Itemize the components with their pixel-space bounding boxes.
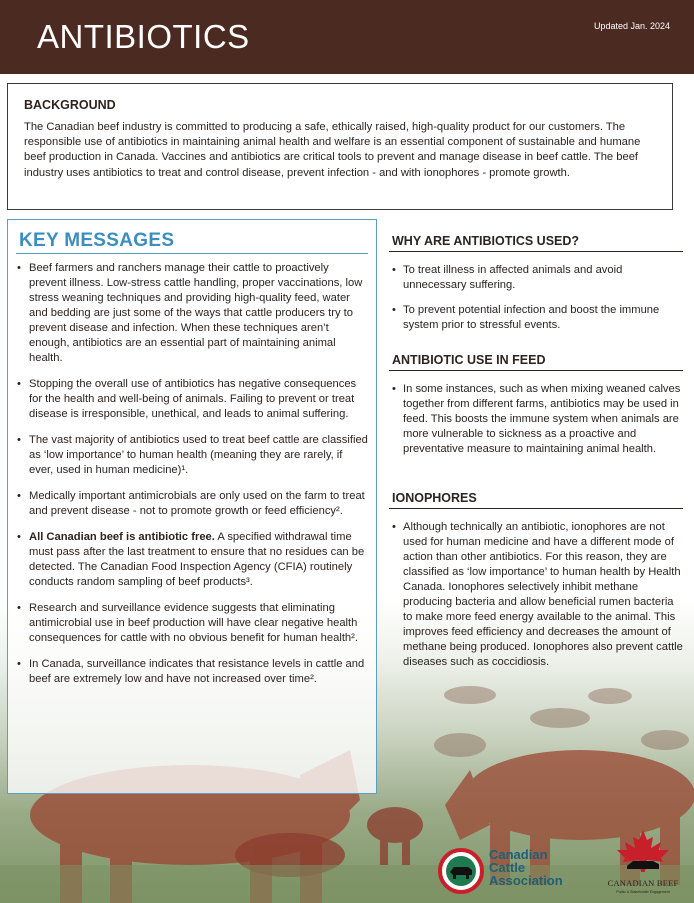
list-item: • Beef farmers and ranchers manage their cattle to proactively prevent illness. Low-stress cattle handling, proper vaccinations, low stress weaning techniques and providing high-quality feed, water and bedding are just some of the ways that cattle producers try to prevent disease and infection. When these techniques aren’t enough, antibiotics are an essential part of maintaining animal health. [16, 261, 368, 366]
feed-use-list [389, 382, 683, 457]
page-title: ANTIBIOTICS [37, 18, 250, 55]
background-text: The Canadian beef industry is committed to producing a safe, ethically raised, high-quality product for our customers. The responsible use of antibiotics in maintaining animal health and welfare is an essential component of sustainable and humane beef production in Canada. Vaccines and antibiotics are critical tools to prevent and manage disease in beef cattle. The beef industry uses antibiotics to treat and control disease, prevent infection - and with ionophores - promote growth. [24, 121, 641, 179]
key-messages-divider [16, 253, 368, 254]
list-item: • Although technically an antibiotic, ionophores are not used for human medicine and have a different mode of action than other antibiotics. For this reason, they are classified as ‘low importance’ to human health by Health Canada. Ionophores selectively inhibit methane producing bacteria and allow beneficial rumen bacteria to make more feed energy available to the animal. This improves feed efficiency and decreases the amount of methane being produced. Ionophores also prevent cattle diseases such as coccidiosis. [389, 520, 683, 670]
canadian-beef-tagline: Public & Stakeholder Engagement [616, 890, 670, 894]
key-messages-heading: KEY MESSAGES [19, 230, 175, 251]
key-messages-list [16, 261, 368, 698]
updated-date: Updated Jan. 2024 [593, 21, 670, 31]
feed-use-heading: ANTIBIOTIC USE IN FEED [389, 353, 683, 371]
list-item: • All Canadian beef is antibiotic free. A specified withdrawal time must pass after the last treatment to ensure that no residues can be detected. The Canadian Food Inspection Agency (CFIA) routinely conducts random sampling of beef products³. [16, 530, 368, 590]
list-item: • Medically important antimicrobials are only used on the farm to treat and prevent disease - not to promote growth or feed efficiency². [16, 489, 368, 519]
why-used-heading: WHY ARE ANTIBIOTICS USED? [389, 234, 683, 252]
ionophores-list [389, 520, 683, 670]
ionophores-section [389, 491, 683, 680]
why-used-section [389, 234, 683, 343]
list-item: • Research and surveillance evidence suggests that eliminating antimicrobial use in beef production will have clear negative health consequences for cattle with no obvious benefit for human health². [16, 601, 368, 646]
page-header [0, 0, 694, 74]
feed-use-section [389, 353, 683, 467]
background-heading: BACKGROUND [24, 98, 116, 112]
canadian-cattle-association-logo [438, 848, 588, 896]
background-box [7, 83, 673, 210]
list-item: • In some instances, such as when mixing weaned calves together from different farms, antibiotics may be used in feed. This boosts the immune system when animals are more vulnerable to sickness as a proactive and preventative measure to maintaining animal health. [389, 382, 683, 457]
list-item: • Stopping the overall use of antibiotics has negative consequences for the health and well-being of animals. Failing to prevent or treat disease is irresponsible, unethical, and leads to animal suffering. [16, 377, 368, 422]
maple-leaf-icon [613, 828, 673, 878]
canadian-beef-wordmark: CANADIAN BEEF [607, 878, 679, 888]
list-item: • In Canada, surveillance indicates that resistance levels in cattle and beef are extremely low and have not increased over time². [16, 657, 368, 687]
why-used-list [389, 263, 683, 333]
list-item: • To treat illness in affected animals and avoid unnecessary suffering. [389, 263, 683, 293]
key-messages-box [7, 219, 377, 794]
ionophores-heading: IONOPHORES [389, 491, 683, 509]
list-item: • To prevent potential infection and boost the immune system prior to stressful events. [389, 303, 683, 333]
canadian-beef-logo [604, 828, 682, 898]
cca-emblem-icon [438, 848, 484, 894]
list-item: • The vast majority of antibiotics used to treat beef cattle are classified as ‘low importance’ to human health (meaning they are rarely, if ever, used in human medicine)¹. [16, 433, 368, 478]
cca-name: Canadian Cattle Association [489, 847, 563, 888]
